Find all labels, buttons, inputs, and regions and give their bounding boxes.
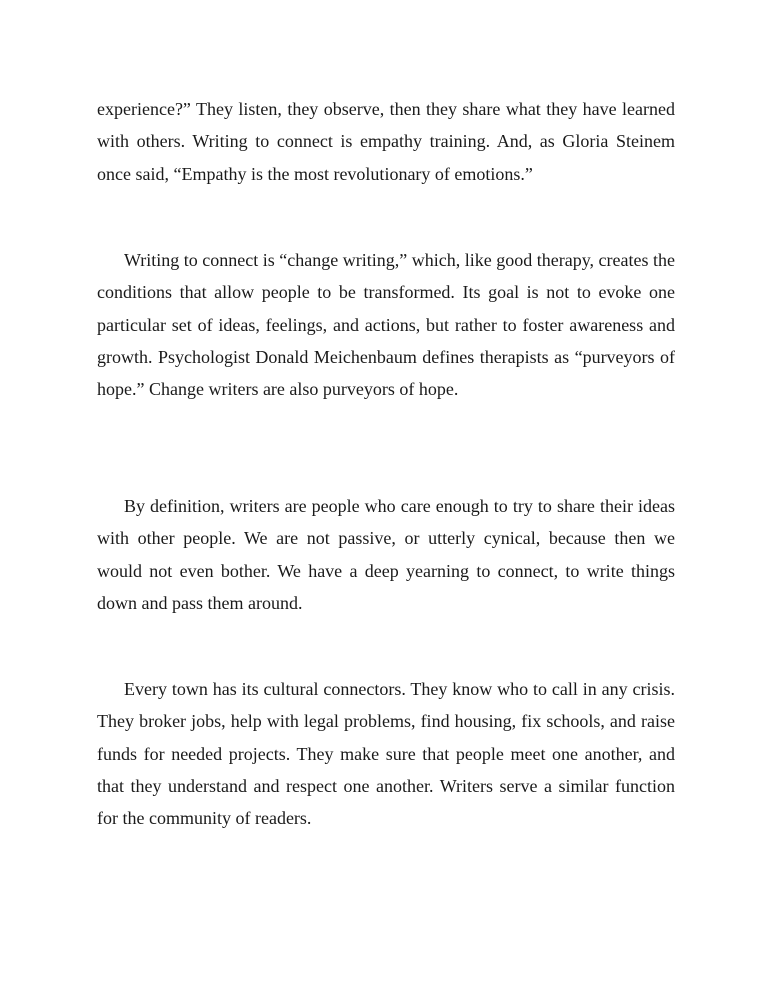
paragraph-writers-definition: By definition, writers are people who care enough to try to share their ideas with other people. We are not passive, or utterly cynical, because then we would not even bother. We have a deep yearning to connect, to write things down and pass them around. <box>97 496 675 613</box>
paragraph-cultural-connectors: Every town has its cultural connectors. They know who to call in any crisis. They broker jobs, help with legal problems, find housing, fix schools, and raise funds for needed projects. They make sure that people meet one another, and that they understand and respect one another. Writers serve a similar function for the community of readers. <box>97 679 675 829</box>
paragraph-continuation: experience?” They listen, they observe, then they share what they have learned with others. Writing to connect is empathy training. And, as Gloria Steinem once said, “Empathy is the most revolutionary of emotions.” <box>97 99 675 184</box>
paragraph-change-writing: Writing to connect is “change writing,” which, like good therapy, creates the conditions that allow people to be transformed. Its goal is not to evoke one particular set of ideas, feelings, and actions, but rather to foster awareness and growth. Psychologist Donald Meichenbaum defines therapists as “purveyors of hope.” Change writers are also purveyors of hope. <box>97 250 675 400</box>
